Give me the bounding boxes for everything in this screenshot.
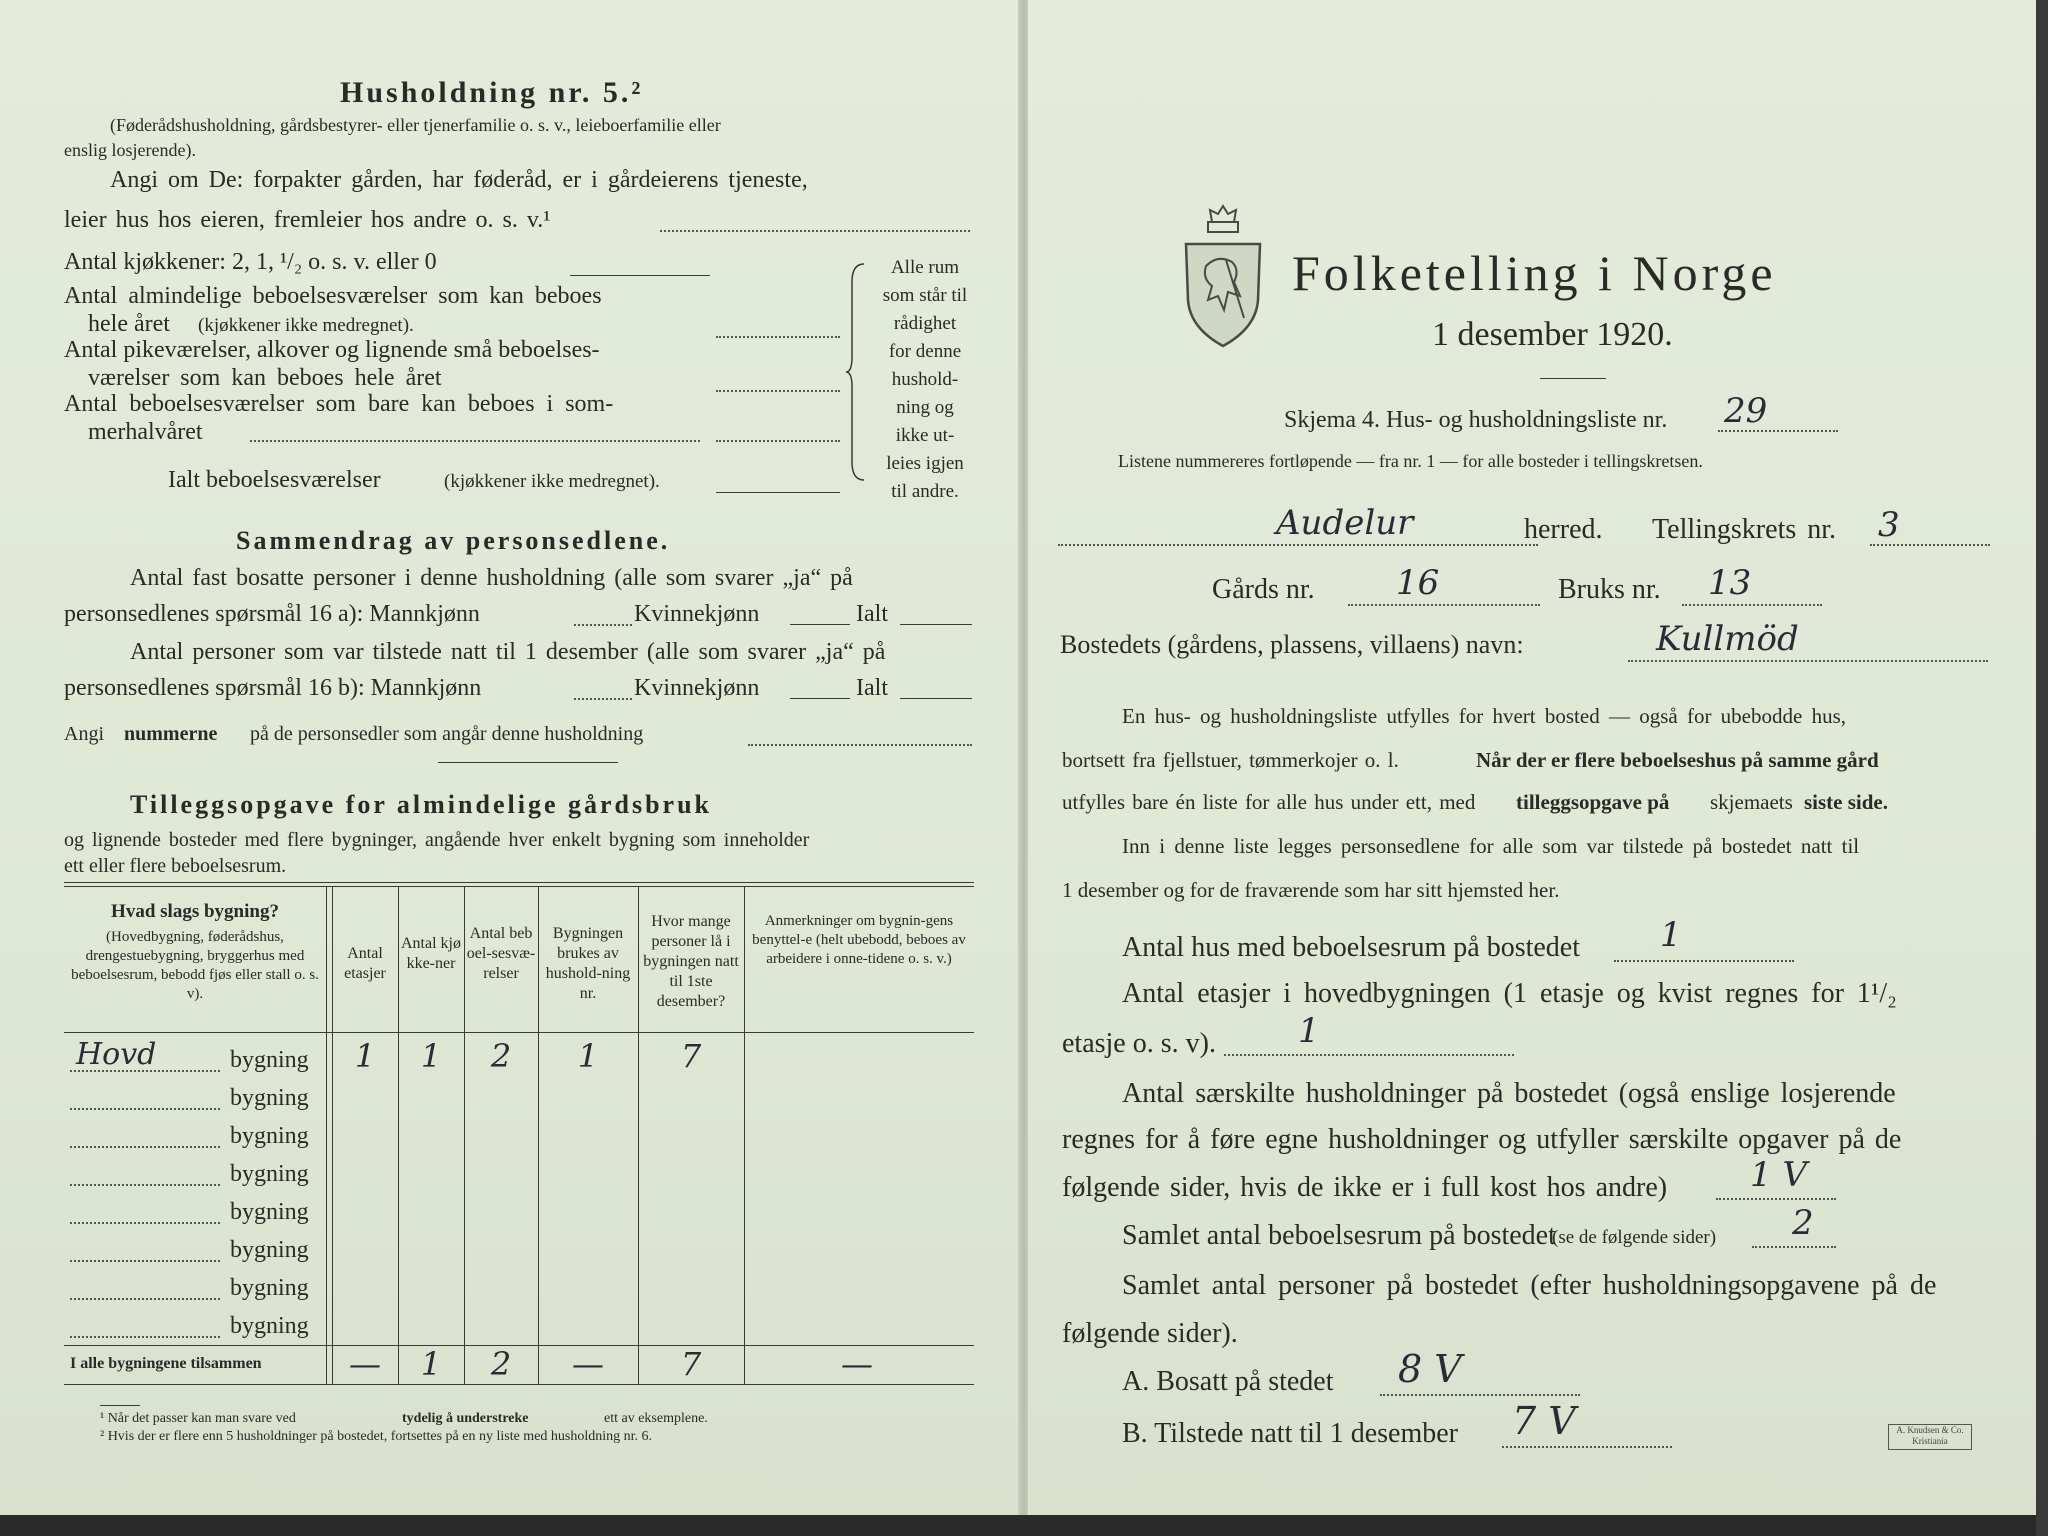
tillegg-title: Tilleggsopgave for almindelige gårdsbruk: [130, 790, 713, 819]
ialt-tilstede-label: Ialt: [856, 675, 888, 701]
scan-edge-right: [2036, 0, 2048, 1536]
table-row-line: [70, 1146, 220, 1148]
ialt-fast-answer-line: [900, 624, 972, 625]
table-col-divider: [638, 886, 639, 1384]
brace-note-line: leies igjen: [886, 453, 964, 474]
sommer-dots: [250, 440, 700, 442]
angi-nummerne-a: Angi: [64, 723, 104, 745]
bosted-line: [1628, 660, 1988, 662]
tillegg-line-1: og lignende bosteder med flere bygninger, angående hver enkelt bygning som inneholder: [64, 829, 810, 851]
table-row-label: bygning: [230, 1313, 309, 1339]
table-cell: 1: [577, 1037, 599, 1075]
table-row-label: bygning: [230, 1161, 309, 1187]
angi-nummerne-b: nummerne: [124, 723, 218, 745]
total-label: I alle bygningene tilsammen: [70, 1355, 262, 1372]
table-total-top-border: [64, 1345, 974, 1346]
table-row-line: [70, 1222, 220, 1224]
sammendrag-title: Sammendrag av personsedlene.: [236, 526, 671, 555]
table-row-label: bygning: [230, 1123, 309, 1149]
gards-handwritten: 16: [1396, 563, 1440, 603]
footnote-1b: tydelig å understreke: [402, 1411, 529, 1426]
husholdninger-line-2: regnes for å føre egne husholdninger og utfyller særskilte opgaver på de: [1062, 1124, 1902, 1155]
table-cell: 2: [490, 1037, 512, 1075]
col-building-sub: (Hovedbygning, føderådshus, drengestuebygning, bryggerhus med beboelsesrum, bebodd fjøs eller stall o. s. v).: [71, 929, 319, 1002]
total-cell: 7: [680, 1345, 702, 1383]
kvinne-tilstede-answer-line: [790, 698, 850, 699]
ialt-tilstede-answer-line: [900, 698, 972, 699]
gards-label: Gårds nr.: [1212, 574, 1315, 605]
table-row-label: bygning: [230, 1085, 309, 1111]
total-cell: 2: [490, 1345, 512, 1383]
tellingskrets-line: [1870, 544, 1990, 546]
table-col-divider: [332, 886, 333, 1384]
para1-line-1: En hus- og husholdningsliste utfylles for hvert bosted — også for ubebodde hus,: [1122, 704, 1846, 728]
para1-line-3c: skjemaets: [1710, 790, 1793, 814]
brace-note-line: som står til: [882, 285, 968, 306]
sammendrag-line-2: personsedlenes spørsmål 16 a): Mannkjønn: [64, 601, 480, 627]
etasjer-handwritten: 1: [1298, 1011, 1320, 1051]
mann-fast-answer-line: [574, 624, 632, 626]
table-cell: 1: [354, 1037, 376, 1075]
bosatt-label: A. Bosatt på stedet: [1122, 1366, 1334, 1397]
husholdninger-handwritten: 1 V: [1750, 1155, 1807, 1195]
brace-note-line: hushold-: [891, 369, 959, 390]
col-header-kjokkener: Antal kjøkke-ner: [401, 935, 461, 972]
household-intro-note: (Føderådshusholdning, gårdsbestyrer- eller tjenerfamilie o. s. v., leieboerfamilie eller: [110, 115, 721, 135]
total-cell: —: [349, 1345, 381, 1383]
antal-hus-line: [1614, 960, 1794, 962]
section-divider: [438, 762, 618, 763]
skjema-number-line: [1718, 430, 1838, 432]
table-row-line: [70, 1260, 220, 1262]
kvinne-fast-answer-line: [790, 624, 850, 625]
table-col-divider: [398, 886, 399, 1384]
para1-line-2: bortsett fra fjellstuer, tømmerkojer o. l.: [1062, 748, 1399, 772]
printer-stamp: A. Knudsen & Co. Kristiania: [1888, 1424, 1972, 1450]
table-col-divider: [464, 886, 465, 1384]
bosted-label: Bostedets (gårdens, plassens, villaens) navn:: [1060, 630, 1524, 659]
footnote-2: ² Hvis der er flere enn 5 husholdninger på bostedet, fortsettes på en ny liste med husholdning nr. 6.: [100, 1429, 653, 1444]
right-page: [1028, 0, 2048, 1536]
sommer-label-2: merhalvåret: [88, 419, 203, 445]
table-col-divider: [538, 886, 539, 1384]
col-building-title: Hvad slags bygning?: [111, 901, 279, 922]
etasjer-line-2: etasje o. s. v).: [1062, 1028, 1216, 1059]
angi-line-2: leier hus hos eieren, fremleier hos andre o. s. v.¹: [64, 207, 551, 233]
coat-of-arms-icon: [1178, 200, 1268, 352]
title-divider: [1540, 378, 1606, 379]
herred-line: [1058, 544, 1538, 546]
table-cell: 7: [680, 1037, 702, 1075]
brace-note-line: ning og: [896, 397, 954, 418]
tilstede-line: [1502, 1446, 1672, 1448]
table-top-border: [64, 882, 974, 883]
pike-label-2: værelser som kan beboes hele året: [88, 365, 442, 391]
table-row-line: [70, 1108, 220, 1110]
footnote-rule: [100, 1405, 140, 1406]
pike-label-1: Antal pikeværelser, alkover og lignende små beboelses-: [64, 337, 600, 363]
samlet-rum-label-b: (se de følgende sider): [1552, 1227, 1717, 1248]
total-cell: —: [841, 1345, 873, 1383]
sammendrag-line-1: Antal fast bosatte personer i denne husholdning (alle som svarer „ja“ på: [130, 565, 853, 591]
para1-line-2b: Når der er flere beboelseshus på samme gård: [1476, 748, 1879, 772]
antal-hus-label: Antal hus med beboelsesrum på bostedet: [1122, 932, 1581, 963]
para2-line-1: Inn i denne liste legges personsedlene for alle som var tilstede på bostedet natt til: [1122, 834, 1860, 858]
tilstede-label: B. Tilstede natt til 1 desember: [1122, 1418, 1458, 1449]
para1-line-3: utfylles bare én liste for alle hus under ett, med: [1062, 790, 1476, 814]
brace-note-line: for denne: [888, 341, 962, 362]
para1-line-3b: tilleggsopgave på: [1516, 790, 1670, 814]
sommer-answer-line: [716, 440, 840, 442]
herred-handwritten: Audelur: [1276, 503, 1414, 543]
alm-label-2b: (kjøkkener ikke medregnet).: [198, 315, 414, 336]
household-title: Husholdning nr. 5.²: [340, 76, 644, 109]
husholdninger-line: [1716, 1198, 1836, 1200]
angi-answer-line: [660, 230, 970, 232]
alm-label-2: hele året: [88, 311, 170, 337]
col-header-husholdning: Bygningen brukes av hushold-ning nr.: [545, 925, 631, 1002]
bruks-label: Bruks nr.: [1558, 574, 1661, 605]
scan-edge-bottom: [0, 1515, 2048, 1536]
etasjer-line: [1224, 1054, 1514, 1056]
table-cell: 1: [420, 1037, 442, 1075]
skjema-number-handwritten: 29: [1724, 391, 1768, 431]
census-title: Folketelling i Norge: [1292, 245, 1777, 301]
household-intro-note-2: enslig losjerende).: [64, 140, 196, 160]
samlet-rum-line: [1752, 1246, 1836, 1248]
kjokkener-label: Antal kjøkkener: 2, 1, ¹/₂ o. s. v. eller 0: [64, 249, 437, 275]
alm-label-1: Antal almindelige beboelsesværelser som kan beboes: [64, 283, 602, 309]
table-row-line: [70, 1298, 220, 1300]
ialt-rooms-label: Ialt beboelsesværelser: [168, 467, 381, 493]
gards-line: [1348, 604, 1540, 606]
table-top-border-2: [64, 886, 974, 887]
nummerne-answer-line: [748, 744, 972, 746]
left-page: [0, 0, 1020, 1536]
total-cell: 1: [420, 1345, 442, 1383]
kvinne-fast-label: Kvinnekjønn: [634, 601, 760, 627]
bruks-line: [1682, 604, 1822, 606]
mann-tilstede-answer-line: [574, 698, 632, 700]
tillegg-line-2: ett eller flere beboelsesrum.: [64, 855, 287, 877]
pike-answer-line: [716, 390, 840, 392]
table-row-line: [70, 1336, 220, 1338]
table-row-label: bygning: [230, 1275, 309, 1301]
table-row-building-name: Hovd: [76, 1037, 157, 1072]
bosted-handwritten: Kullmöd: [1656, 619, 1799, 659]
tilstede-handwritten: 7 V: [1512, 1399, 1576, 1443]
brace-note-line: ikke ut-: [895, 425, 955, 446]
tellingskrets-label: Tellingskrets nr.: [1652, 514, 1837, 545]
sammendrag-line-4: personsedlenes spørsmål 16 b): Mannkjønn: [64, 675, 482, 701]
total-cell: —: [572, 1345, 604, 1383]
table-header-border: [64, 1032, 974, 1033]
brace-shape: [846, 262, 870, 482]
footnote-1: ¹ Når det passer kan man svare ved: [100, 1411, 296, 1426]
brace-note: [870, 254, 980, 506]
census-date: 1 desember 1920.: [1432, 316, 1673, 353]
samlet-rum-handwritten: 2: [1792, 1203, 1814, 1243]
husholdninger-line-3: følgende sider, hvis de ikke er i full kost hos andre): [1062, 1172, 1668, 1203]
tellingskrets-handwritten: 3: [1878, 505, 1900, 545]
table-row-label: bygning: [230, 1199, 309, 1225]
brace-note-line: Alle rum: [890, 257, 960, 278]
ialt-rooms-label-b: (kjøkkener ikke medregnet).: [444, 471, 660, 492]
col-header-anmerkninger: Anmerkninger om bygnin-gens benyttel-e (helt ubebodd, beboes av arbeidere i onne-tidene o. s. v.): [752, 913, 966, 967]
bosatt-line: [1380, 1394, 1580, 1396]
kjokkener-answer-line: [570, 275, 710, 276]
ialt-rooms-answer-line: [716, 492, 840, 493]
col-header-rum: Antal beboel-sesvæ-relser: [466, 925, 536, 982]
para1-line-3d: siste side.: [1804, 790, 1888, 814]
col-header-etasjer: Antal etasjer: [344, 945, 386, 982]
bosatt-handwritten: 8 V: [1398, 1347, 1462, 1391]
para2-line-2: 1 desember og for de fraværende som har sitt hjemsted her.: [1062, 878, 1560, 902]
angi-nummerne-c: på de personsedler som angår denne husholdning: [250, 723, 644, 745]
footnote-1c: ett av eksemplene.: [604, 1411, 708, 1426]
listene-note: Listene nummereres fortløpende — fra nr. 1 — for alle bosteder i tellingskretsen.: [1118, 451, 1703, 471]
kvinne-tilstede-label: Kvinnekjønn: [634, 675, 760, 701]
brace-note-line: til andre.: [891, 481, 959, 502]
table-row-label: bygning: [230, 1047, 309, 1073]
table-col-divider: [326, 886, 327, 1384]
brace-note-line: rådighet: [893, 313, 957, 334]
angi-line-1: Angi om De: forpakter gården, har føderåd, er i gårdeierens tjeneste,: [110, 167, 808, 193]
samlet-personer-line-1: Samlet antal personer på bostedet (efter husholdningsopgavene på de: [1122, 1270, 1937, 1301]
samlet-rum-label: Samlet antal beboelsesrum på bostedet: [1122, 1220, 1556, 1251]
table-bottom-border: [64, 1384, 974, 1385]
table-row-line: [70, 1184, 220, 1186]
alm-answer-line: [716, 336, 840, 338]
skjema-label: Skjema 4. Hus- og husholdningsliste nr.: [1284, 407, 1668, 433]
bruks-handwritten: 13: [1708, 563, 1752, 603]
ialt-fast-label: Ialt: [856, 601, 888, 627]
etasjer-line-1: Antal etasjer i hovedbygningen (1 etasje og kvist regnes for 1¹/₂: [1122, 978, 1897, 1009]
samlet-personer-line-2: følgende sider).: [1062, 1318, 1238, 1349]
table-col-divider: [744, 886, 745, 1384]
sommer-label-1: Antal beboelsesværelser som bare kan beboes i som-: [64, 391, 614, 417]
herred-label: herred.: [1524, 514, 1603, 545]
sammendrag-line-3: Antal personer som var tilstede natt til 1 desember (alle som svarer „ja“ på: [130, 639, 886, 665]
husholdninger-line-1: Antal særskilte husholdninger på bostedet (også enslige losjerende: [1122, 1078, 1896, 1109]
col-header-personer: Hvor mange personer lå i bygningen natt til 1ste desember?: [643, 913, 739, 1010]
antal-hus-handwritten: 1: [1660, 915, 1682, 955]
table-row-label: bygning: [230, 1237, 309, 1263]
